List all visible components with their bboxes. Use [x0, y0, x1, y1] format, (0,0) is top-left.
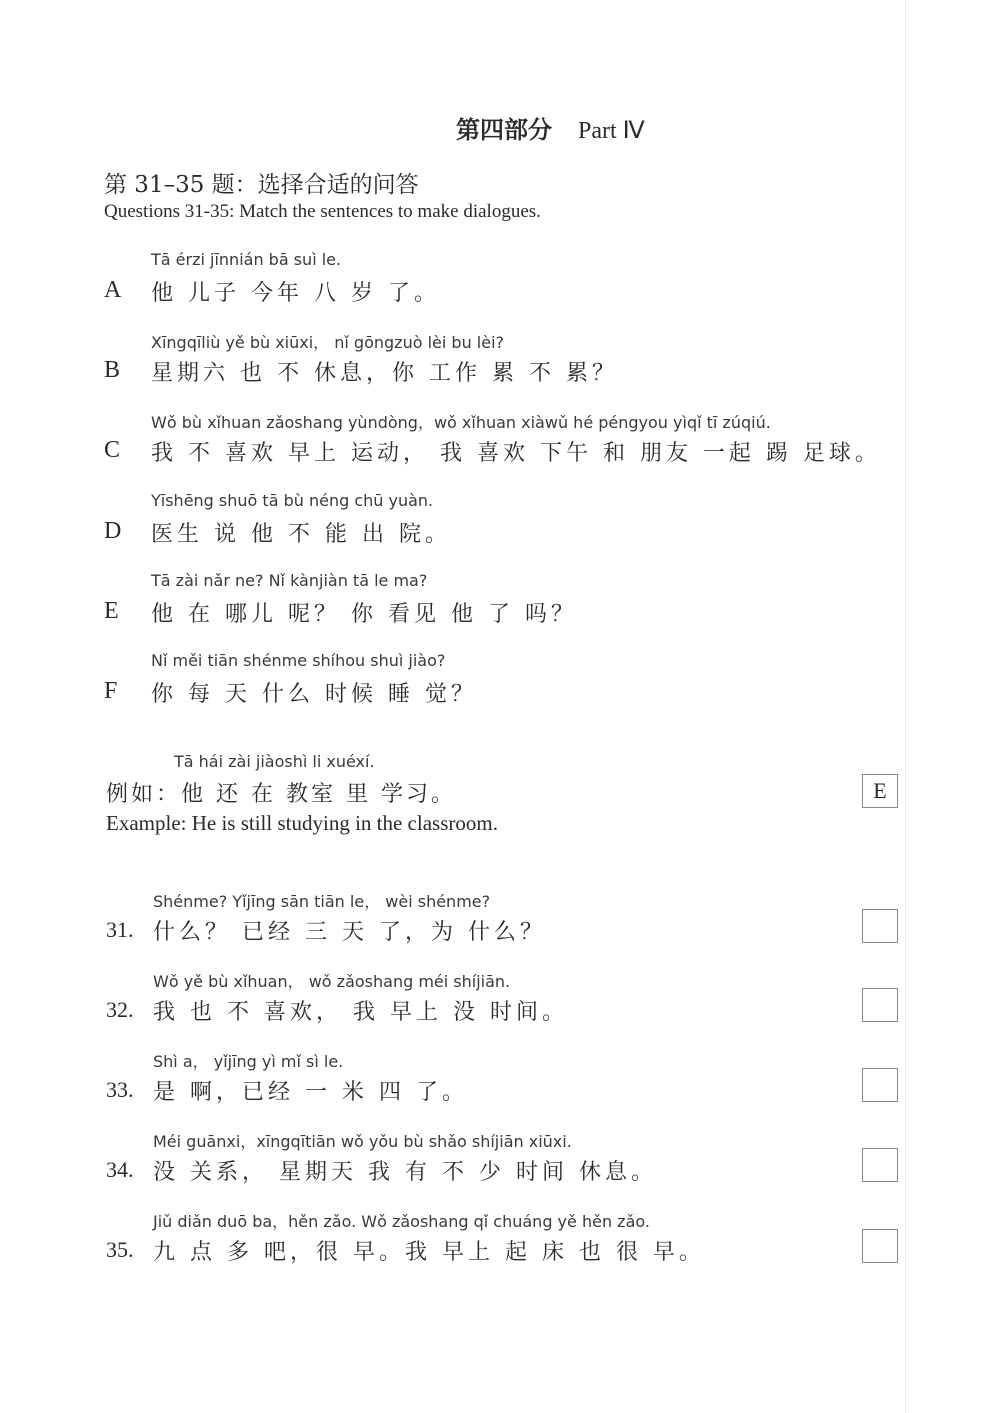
example-english: Example: He is still studying in the classroom.: [106, 811, 498, 835]
question-number: 34.: [106, 1157, 134, 1182]
question-number: 33.: [106, 1077, 134, 1102]
instructions-chinese: 第 31–35 题：选择合适的问答: [104, 172, 419, 198]
option-d: [0, 491, 1000, 551]
option-pinyin: Yīshēng shuō tā bù néng chū yuàn.: [151, 491, 434, 510]
question-35: [0, 1209, 1000, 1269]
answer-box-34[interactable]: [862, 1148, 898, 1182]
option-text: 我 不 喜欢 早上 运动， 我 喜欢 下午 和 朋友 一起 踢 足球。: [151, 441, 881, 466]
option-letter: B: [104, 357, 121, 383]
question-number: 32.: [106, 997, 134, 1022]
question-number: 35.: [106, 1237, 134, 1262]
question-33: [0, 1049, 1000, 1109]
question-34: [0, 1129, 1000, 1189]
option-letter: E: [104, 598, 119, 624]
example-answer-box: E: [862, 774, 898, 808]
option-c: [0, 410, 1000, 470]
part-title: [456, 110, 645, 145]
question-pinyin: Shì a， yǐjīng yì mǐ sì le.: [153, 1052, 344, 1071]
option-pinyin: Tā érzi jīnnián bā suì le.: [151, 250, 342, 269]
option-letter: F: [104, 678, 118, 704]
option-pinyin: Nǐ měi tiān shénme shíhou shuì jiào?: [151, 651, 446, 670]
example-pinyin: Tā hái zài jiàoshì li xuéxí.: [174, 752, 375, 771]
answer-box-31[interactable]: [862, 909, 898, 943]
question-pinyin: Shénme? Yǐjīng sān tiān le， wèi shénme?: [153, 892, 491, 911]
option-text: 他 在 哪儿 呢？ 你 看见 他 了 吗？: [151, 602, 577, 627]
question-text: 我 也 不 喜欢， 我 早上 没 时间。: [153, 1000, 568, 1025]
question-text: 是 啊，已经 一 米 四 了。: [153, 1080, 468, 1105]
answer-box-33[interactable]: [862, 1068, 898, 1102]
part-title-chinese: 第四部分: [456, 115, 552, 144]
option-pinyin: Xīngqīliù yě bù xiūxi， nǐ gōngzuò lèi bu lèi?: [151, 333, 505, 352]
question-pinyin: Méi guānxi，xīngqītiān wǒ yǒu bù shǎo shíjiān xiūxi.: [153, 1132, 572, 1151]
option-text: 医生 说 他 不 能 出 院。: [151, 522, 451, 547]
question-text: 九 点 多 吧，很 早。我 早上 起 床 也 很 早。: [153, 1240, 705, 1265]
option-a: [0, 250, 1000, 310]
option-letter: D: [104, 518, 122, 544]
option-letter: A: [104, 277, 122, 303]
option-pinyin: Wǒ bù xǐhuan zǎoshang yùndòng，wǒ xǐhuan xiàwǔ hé péngyou yìqǐ tī zúqiú.: [151, 413, 771, 432]
part-title-english: Part Ⅳ: [578, 118, 645, 144]
example-chinese: 例如：他 还 在 教室 里 学习。: [106, 782, 456, 807]
option-b: [0, 330, 1000, 390]
option-text: 星期六 也 不 休息，你 工作 累 不 累？: [151, 361, 618, 386]
instructions-english: Questions 31-35: Match the sentences to make dialogues.: [104, 201, 541, 222]
question-32: [0, 969, 1000, 1029]
answer-box-32[interactable]: [862, 988, 898, 1022]
question-number: 31.: [106, 917, 134, 942]
option-e: [0, 571, 1000, 631]
question-pinyin: Wǒ yě bù xǐhuan， wǒ zǎoshang méi shíjiān.: [153, 972, 511, 991]
option-text: 他 儿子 今年 八 岁 了。: [151, 281, 440, 306]
option-pinyin: Tā zài nǎr ne? Nǐ kànjiàn tā le ma?: [151, 571, 428, 590]
answer-box-35[interactable]: [862, 1229, 898, 1263]
option-letter: C: [104, 437, 121, 463]
question-text: 什么？ 已经 三 天 了，为 什么？: [153, 920, 546, 945]
question-text: 没 关系， 星期天 我 有 不 少 时间 休息。: [153, 1160, 657, 1185]
question-pinyin: Jiǔ diǎn duō ba，hěn zǎo. Wǒ zǎoshang qǐ chuáng yě hěn zǎo.: [153, 1212, 650, 1231]
option-text: 你 每 天 什么 时候 睡 觉？: [151, 682, 477, 707]
option-f: [0, 651, 1000, 711]
question-31: [0, 889, 1000, 949]
